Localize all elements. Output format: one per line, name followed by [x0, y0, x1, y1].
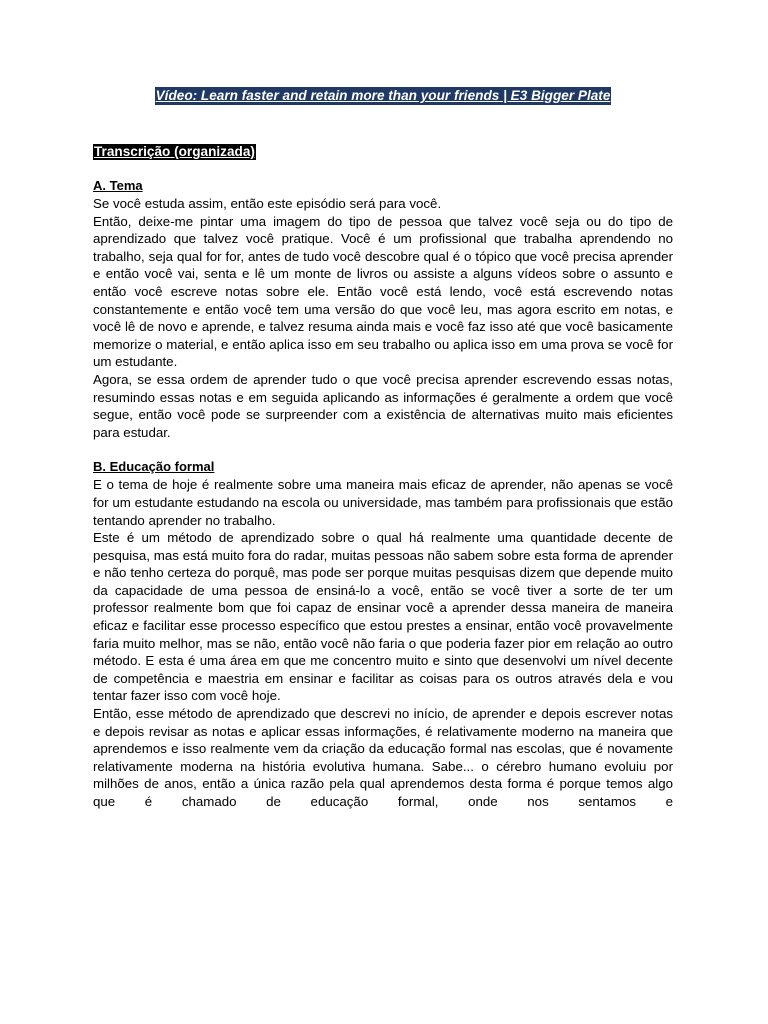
video-title	[93, 86, 673, 106]
section-heading-a: A. Tema	[93, 178, 143, 193]
paragraph-b-3: Então, esse método de aprendizado que descrevi no início, de aprender e depois escrever notas e depois revisar as notas e aplicar essas informações, é relativamente moderno na maneira que aprendemos e isso realmente vem da criação da educação formal nas escolas, que é novamente relativamente moderna na história evolutiva humana. Sabe... o cérebro humano evoluiu por milhões de anos, então a única razão pela qual aprendemos desta forma é porque temos algo que é chamado de educação formal, onde nos sentamos e	[93, 706, 673, 809]
paragraph-a-3: Agora, se essa ordem de aprender tudo o que você precisa aprender escrevendo essas notas, resumindo essas notas e em seguida aplicando as informações é geralmente a ordem que você segue, então você pode se surpreender com a existência de alternativas muito mais eficientes para estudar.	[93, 371, 673, 440]
paragraph-b-1: E o tema de hoje é realmente sobre uma maneira mais eficaz de aprender, não apenas se você for um estudante estudando na escola ou universidade, mas também para profissionais que estão tentando aprender no trabalho.	[93, 477, 673, 528]
video-title-text: Vídeo: Learn faster and retain more than your friends | E3 Bigger Plate	[155, 88, 611, 103]
transcript-heading	[93, 142, 673, 162]
paragraph-b-2: Este é um método de aprendizado sobre o qual há realmente uma quantidade decente de pesquisa, mas está muito fora do radar, muitas pessoas não sabem sobre esta forma de aprender e não tenho certeza do porquê, mas pode ser porque muitas pesquisas dizem que depende muito da capacidade de uma pessoa de ensiná-lo a você, então se você tiver a sorte de ter um professor realmente bom que foi capaz de ensinar você a aprender dessa maneira de maneira eficaz e facilitar esse processo específico que estou prestes a ensinar, então você provavelmente faria muito melhor, mas se não, então você não faria o que poderia fazer pior em relação ao outro método. E esta é uma área em que me concentro muito e sinto que desenvolvi um nível decente de competência e maestria em ensinar e facilitar as coisas para os outros através dela e vou tentar fazer isso com você hoje.	[93, 530, 673, 704]
transcript-heading-text: Transcrição (organizada)	[94, 144, 255, 159]
paragraph-a-2: Então, deixe-me pintar uma imagem do tipo de pessoa que talvez você seja ou do tipo de aprendizado que talvez você pratique. Você é um profissional que trabalha aprendendo no trabalho, seja qual for for, antes de tudo você descobre qual é o tópico que você precisa aprender e então você vai, senta e lê um monte de livros ou assiste a alguns vídeos sobre o assunto e então você escreve notas sobre ele. Então você está lendo, você está escrevendo notas constantemente e então você tem uma versão do que você leu, mas agora escrito em notas, e você lê de novo e aprende, e talvez resuma ainda mais e você faz isso até que você basicamente memorize o material, e então aplica isso em seu trabalho ou aplica isso em uma prova se você for um estudante.	[93, 213, 673, 370]
section-heading-b: B. Educação formal	[93, 459, 215, 475]
document-page	[93, 86, 673, 811]
paragraph-a-1: Se você estuda assim, então este episódio será para você.	[93, 196, 442, 211]
